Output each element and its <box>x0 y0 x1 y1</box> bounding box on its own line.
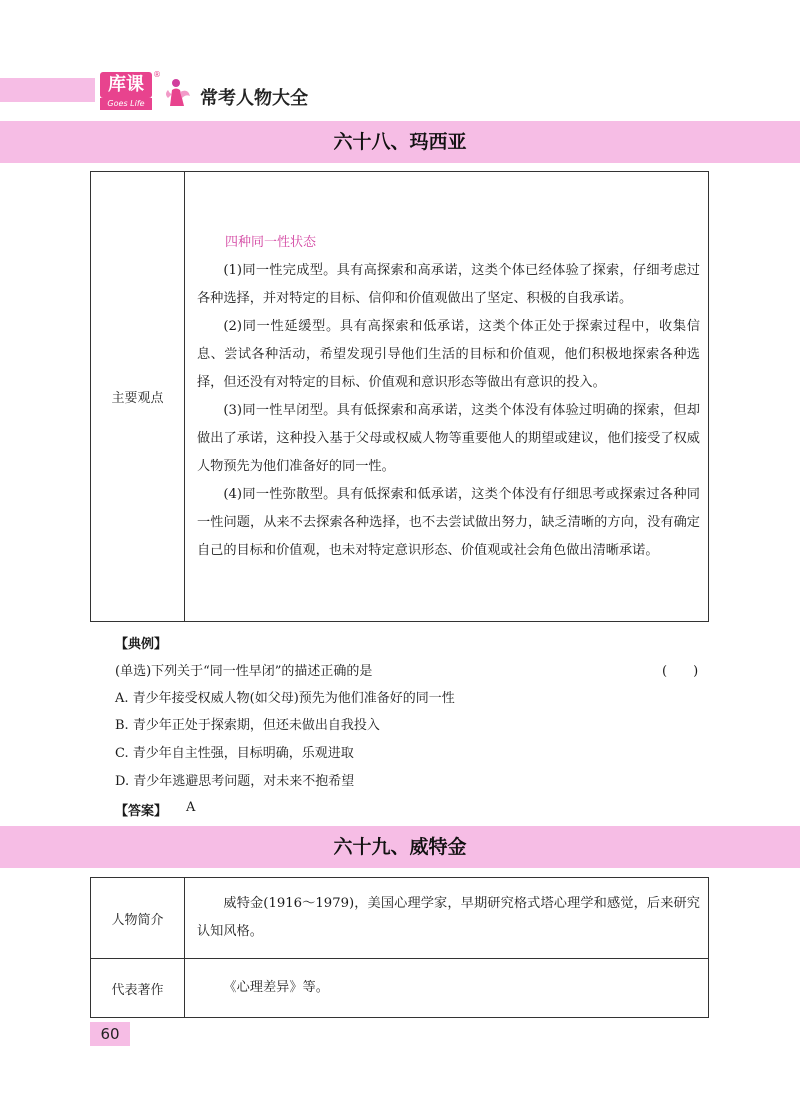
brand-logo <box>100 70 161 112</box>
logo-subtext: Goes Life <box>100 98 152 110</box>
book-title: 常考人物大全 <box>200 88 308 109</box>
example-tag: 【典例】 <box>115 637 168 652</box>
figure-icon <box>162 76 194 108</box>
option-a: A. 青少年接受权威人物(如父母)预先为他们准备好的同一性 <box>115 691 455 706</box>
profile-table <box>90 877 709 1018</box>
paragraph: (1)同一性完成型。具有高探索和高承诺，这类个体已经体验了探索，仔细考虑过各种选择，并对特定的目标、信仰和价值观做出了坚定、积极的自我承诺。 <box>197 262 700 306</box>
row-label: 主要观点 <box>91 172 185 622</box>
header-color-band <box>0 78 95 102</box>
page-number: 60 <box>90 1022 130 1046</box>
content-subhead: 四种同一性状态 <box>225 234 317 250</box>
option-b: B. 青少年正处于探索期，但还未做出自我投入 <box>115 718 380 733</box>
table-row <box>91 959 709 1018</box>
row-content <box>185 878 709 959</box>
paragraph: 《心理差异》等。 <box>223 980 329 995</box>
viewpoint-table <box>90 171 709 622</box>
logo-text: 库课 <box>100 72 152 98</box>
paragraph: (2)同一性延缓型。具有高探索和低承诺，这类个体正处于探索过程中，收集信息、尝试各种活动，希望发现引导他们生活的目标和价值观，他们积极地探索各种选择，但还没有对特定的目标、价值观和意识形态等做出有意识的投入。 <box>197 318 700 390</box>
row-content <box>185 172 709 622</box>
section-title: 六十九、威特金 <box>333 836 467 858</box>
option-d: D. 青少年逃避思考问题，对未来不抱希望 <box>115 774 355 789</box>
row-content <box>185 959 709 1018</box>
table-row <box>91 878 709 959</box>
row-label: 人物简介 <box>91 878 185 959</box>
paragraph: 威特金(1916～1979)，美国心理学家，早期研究格式塔心理学和感觉，后来研究认知风格。 <box>197 896 700 939</box>
paragraph: (4)同一性弥散型。具有低探索和低承诺，这类个体没有仔细思考或探索过各种同一性问题，从来不去探索各种选择，也不去尝试做出努力，缺乏清晰的方向，没有确定自己的目标和价值观，也未对特定意识形态、价值观或社会角色做出清晰承诺。 <box>197 486 700 558</box>
section-header-69 <box>0 826 800 868</box>
paragraph: (3)同一性早闭型。具有低探索和高承诺，这类个体没有体验过明确的探索，但却做出了承诺，这种投入基于父母或权威人物等重要他人的期望或建议，他们接受了权威人物预先为他们准备好的同一性。 <box>197 402 700 474</box>
option-c: C. 青少年自主性强，目标明确，乐观进取 <box>115 746 354 761</box>
row-label: 代表著作 <box>91 959 185 1018</box>
answer-bracket: ( ) <box>662 664 699 679</box>
answer-tag: 【答案】 <box>115 804 168 819</box>
example-question: (单选)下列关于“同一性早闭”的描述正确的是 <box>115 664 373 679</box>
section-header-68 <box>0 121 800 163</box>
registered-mark: ® <box>153 70 161 79</box>
answer-value: A <box>186 800 196 815</box>
section-title: 六十八、玛西亚 <box>333 131 467 153</box>
table-row <box>91 172 709 622</box>
